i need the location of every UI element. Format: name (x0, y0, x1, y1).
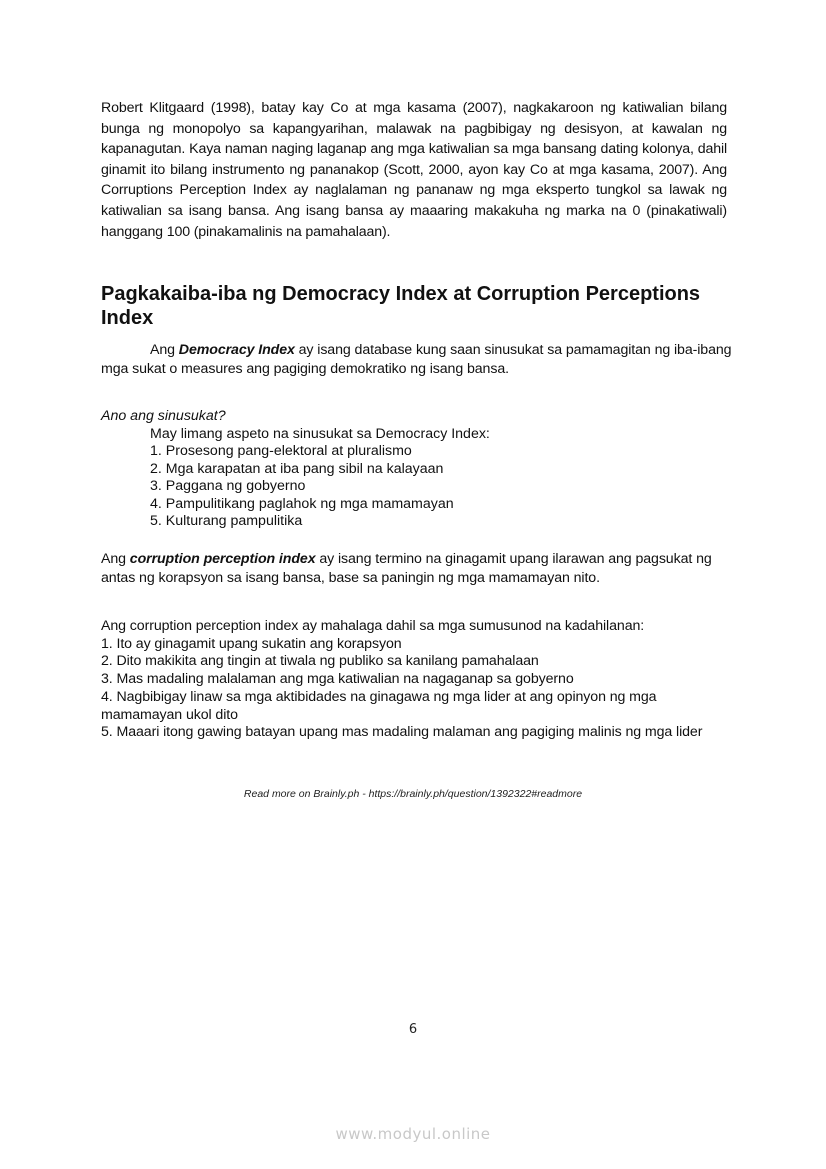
reasons-list (101, 636, 741, 742)
reason-item: 5. Maaari itong gawing batayan upang mas madaling malaman ang pagiging malinis ng mga lider (101, 724, 703, 741)
watermark: www.modyul.online (335, 1125, 491, 1143)
question-label: Ano ang sinusukat? (101, 408, 226, 424)
reason-item: 1. Ito ay ginagamit upang sukatin ang korapsyon (101, 635, 402, 652)
democracy-index-definition (101, 341, 741, 379)
intro-section (101, 98, 727, 242)
democracy-suffix: ay isang database kung saan sinusukat sa pamamagitan ng iba-ibang mga sukat o measures ang pagiging demokratiko ng isang bansa. (101, 342, 732, 377)
aspect-item: 1. Prosesong pang-elektoral at pluralismo (150, 443, 412, 459)
aspects-list (101, 426, 741, 531)
democracy-prefix: Ang (150, 342, 179, 358)
aspect-item: 2. Mga karapatan at iba pang sibil na kalayaan (150, 460, 444, 477)
aspects-intro: May limang aspeto na sinusukat sa Democracy Index: (150, 425, 490, 442)
reason-item: 4. Nagbibigay linaw sa mga aktibidades na ginagawa ng mga lider at ang opinyon ng mga mamamayan ukol dito (101, 688, 657, 723)
cpi-definition (101, 550, 741, 588)
measured-aspects-section (101, 408, 741, 531)
reason-item: 3. Mas madaling malalaman ang mga katiwalian na nagaganap sa gobyerno (101, 671, 574, 688)
page-number: 6 (408, 1022, 418, 1037)
intro-paragraph: Robert Klitgaard (1998), batay kay Co at mga kasama (2007), nagkakaroon ng katiwalian bilang bunga ng monopolyo sa kapangyarihan, malawak na pagbibigay ng desisyon, at kawalan ng kapanagutan. Kaya naman naging laganap ang mga katiwalian sa mga bansang dating kolonya, dahil ginamit ito bilang instrumento ng pananakop (Scott, 2000, ayon kay Co at mga kasama, 2007). Ang Corruptions Perception Index ay naglalaman ng pananaw ng mga eksperto tungkol sa lawak ng katiwalian sa isang bansa. Ang isang bansa ay maaaring makakuha ng marka na 0 (pinakatiwali) hanggang 100 (pinakamalinis na pamahalaan). (101, 100, 727, 240)
section-heading: Pagkakaiba-iba ng Democracy Index at Corruption Perceptions Index (101, 283, 701, 329)
cpi-suffix: ay isang termino na ginagamit upang ilarawan ang pagsukat ng antas ng korapsyon sa isang bansa, base sa paningin ng mga mamamayan nito. (101, 551, 712, 586)
cpi-importance-intro: Ang corruption perception index ay mahalaga dahil sa mga sumusunod na kadahilanan: (101, 618, 645, 634)
aspect-item: 4. Pampulitikang paglahok ng mga mamamayan (150, 495, 454, 512)
read-more-link[interactable]: Read more on Brainly.ph - https://brainly.ph/question/1392322#readmore (243, 788, 583, 800)
cpi-term: corruption perception index (129, 551, 316, 567)
cpi-importance-section (101, 618, 741, 742)
democracy-index-term: Democracy Index (178, 342, 295, 358)
cpi-prefix: Ang (101, 551, 130, 567)
reason-item: 2. Dito makikita ang tingin at tiwala ng publiko sa kanilang pamahalaan (101, 653, 539, 670)
aspect-item: 3. Paggana ng gobyerno (150, 478, 306, 494)
aspect-item: 5. Kulturang pampulitika (150, 513, 303, 529)
